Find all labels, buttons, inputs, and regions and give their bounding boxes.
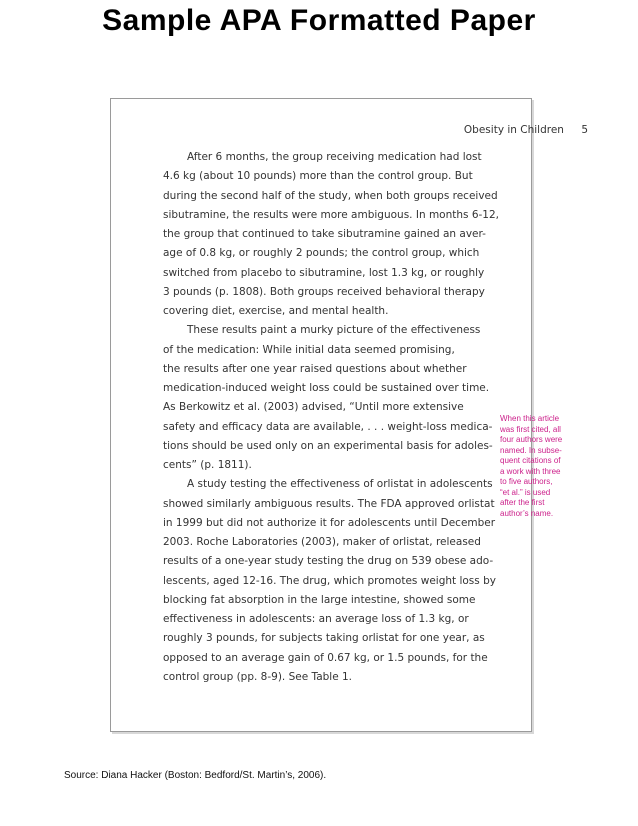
- paragraph-line: covering diet, exercise, and mental health.: [163, 305, 389, 317]
- margin-note-line: after the first: [500, 498, 545, 507]
- paragraph-line: age of 0.8 kg, or roughly 2 pounds; the control group, which: [163, 247, 480, 260]
- slide-title: Sample APA Formatted Paper: [102, 4, 536, 37]
- margin-note-line: was first cited, all: [500, 424, 561, 434]
- paragraph-line: switched from placebo to sibutramine, lost 1.3 kg, or roughly: [163, 266, 485, 279]
- paragraph-line: roughly 3 pounds, for subjects taking orlistat for one year, as: [163, 632, 485, 645]
- paragraph-first-line: A study testing the effectiveness of orlistat in adolescents: [187, 478, 493, 491]
- margin-note-line: quent citations of: [500, 456, 561, 465]
- running-head: [464, 124, 588, 136]
- paragraph-line: sibutramine, the results were more ambiguous. In months 6-12,: [163, 208, 499, 221]
- margin-note-line: author’s name.: [500, 508, 554, 518]
- paragraph-line: control group (pp. 8-9). See Table 1.: [163, 670, 353, 683]
- paragraph-line: the group that continued to take sibutramine gained an aver-: [163, 228, 486, 240]
- paragraph-line: medication-induced weight loss could be sustained over time.: [163, 382, 490, 394]
- margin-annotation: [500, 414, 570, 519]
- margin-note-line: to five authors,: [500, 477, 553, 486]
- paragraph-line: of the medication: While initial data seemed promising,: [163, 343, 455, 356]
- page-number: 5: [581, 124, 588, 136]
- paragraph-line: 3 pounds (p. 1808). Both groups received behavioral therapy: [163, 285, 485, 298]
- running-head-title: Obesity in Children: [463, 124, 564, 136]
- paragraph-line: opposed to an average gain of 0.67 kg, or 1.5 pounds, for the: [163, 651, 488, 664]
- margin-note-line: four authors were: [500, 435, 563, 444]
- source-citation: Source: Diana Hacker (Boston: Bedford/St. Martin’s, 2006).: [64, 770, 327, 781]
- paragraph-line: lescents, aged 12-16. The drug, which promotes weight loss by: [163, 574, 496, 587]
- margin-note-line: a work with three: [500, 466, 561, 476]
- paper-body-text: [163, 148, 523, 687]
- paragraph-line: in 1999 but did not authorize it for adolescents until December: [163, 516, 496, 529]
- paragraph-line: tions should be used only on an experimental basis for adoles-: [163, 439, 493, 452]
- margin-note-line: “et al.” is used: [500, 487, 551, 497]
- paragraph-line: during the second half of the study, when both groups received: [163, 189, 498, 202]
- paragraph-line: 4.6 kg (about 10 pounds) more than the control group. But: [163, 170, 473, 183]
- paragraph-first-line: After 6 months, the group receiving medication had lost: [187, 151, 482, 163]
- paragraph-line: results of a one-year study testing the drug on 539 obese ado-: [163, 555, 494, 568]
- paragraph-first-line: These results paint a murky picture of the effectiveness: [187, 324, 481, 337]
- paragraph-line: blocking fat absorption in the large intestine, showed some: [163, 593, 476, 606]
- paragraph-line: As Berkowitz et al. (2003) advised, “Until more extensive: [163, 401, 464, 414]
- margin-note-line: When this article: [500, 414, 560, 423]
- paragraph-line: cents” (p. 1811).: [163, 459, 252, 471]
- paragraph-line: safety and efficacy data are available, . . . weight-loss medica-: [163, 420, 493, 433]
- paragraph-line: the results after one year raised questions about whether: [163, 362, 467, 375]
- paragraph-line: 2003. Roche Laboratories (2003), maker of orlistat, released: [163, 536, 481, 548]
- margin-note-line: named. In subse-: [500, 445, 562, 455]
- paragraph-line: effectiveness in adolescents: an average loss of 1.3 kg, or: [163, 613, 469, 625]
- paragraph-line: showed similarly ambiguous results. The FDA approved orlistat: [163, 497, 495, 510]
